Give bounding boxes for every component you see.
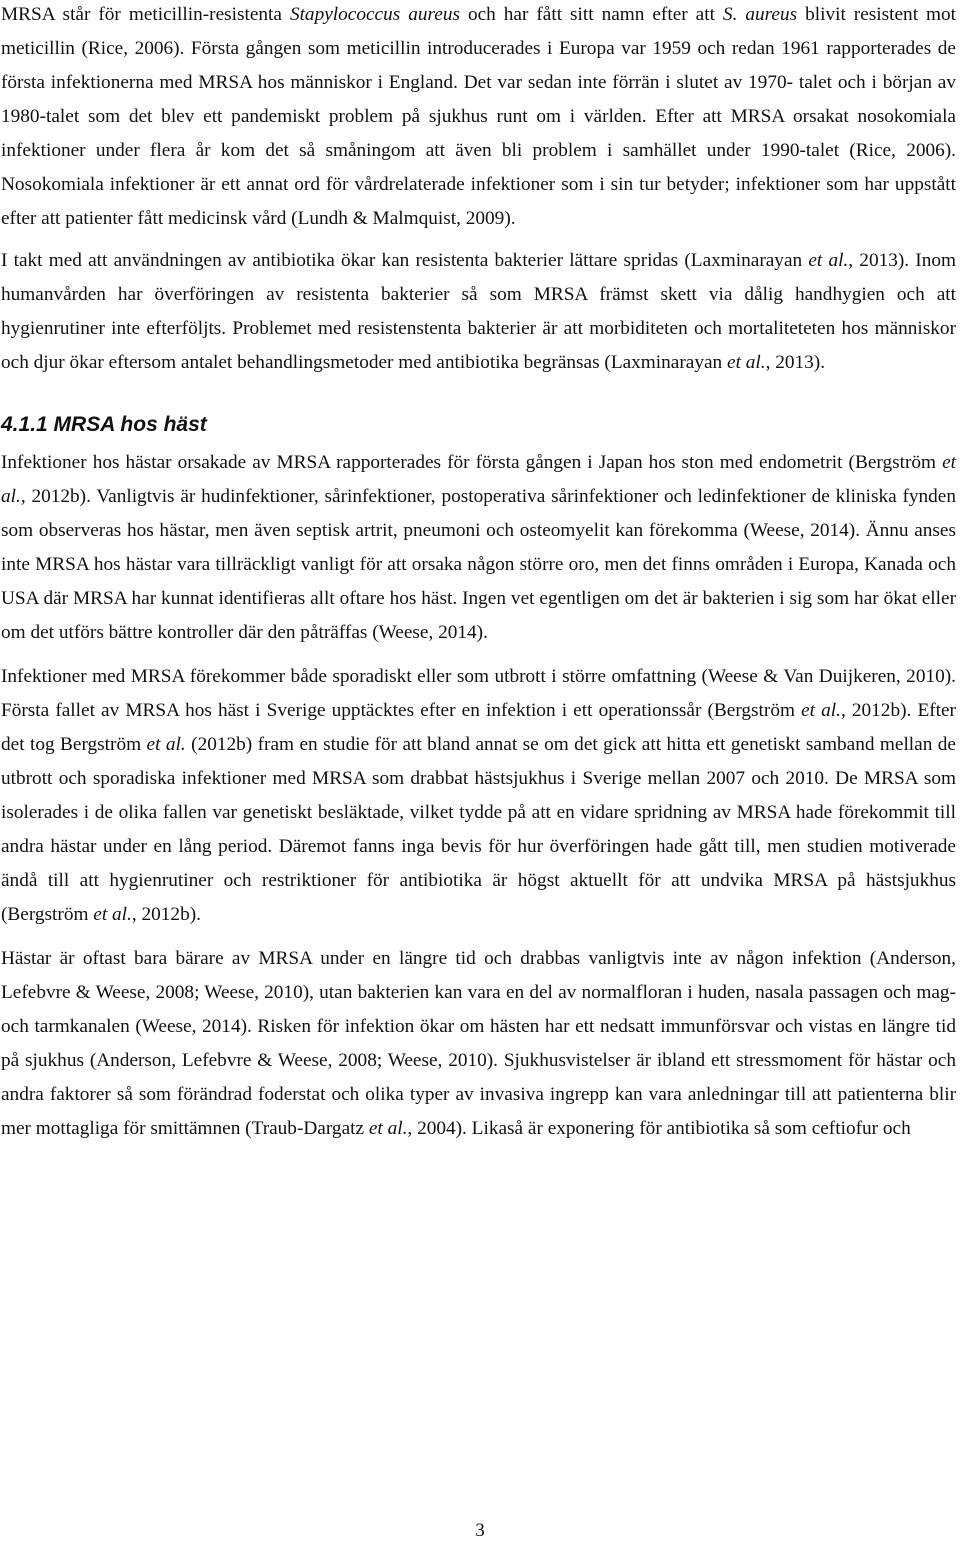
text-segment: och har fått sitt namn efter att [459, 4, 723, 25]
text-segment: Infektioner med MRSA förekommer både sporadiskt eller som utbrott i större omfattning (Weese & Van Duijkeren, 2010). Första fallet av MRSA hos häst i Sverige upptäcktes efter en infektion i ett operationssår (Bergström [1, 666, 956, 721]
text-segment: (2012b) fram en studie för att bland annat se om det gick att hitta ett genetiskt samband mellan de utbrott och sporadiska infektioner med MRSA som drabbat hästsjukhus i Sverige mellan 2007 och 2010. De MRSA som isolerades i de olika fallen var genetiskt besläktade, vilket tydde på att en vidare spridning av MRSA hade förekommit till andra hästar under en lång period. Däremot fanns inga bevis för hur överföringen hade gått till, men studien motiverade ändå till att hygienrutiner och restriktioner för antibiotika är högst aktuellt för att undvika MRSA på hästsjukhus (Bergström [1, 734, 956, 925]
italic-et-al: et al. [1, 452, 956, 507]
page-number: 3 [475, 1520, 485, 1541]
text-segment: , 2013). Inom humanvården har överföringen av resistenta bakterier så som MRSA främst skett via dålig handhygien och att hygienrutiner inte efterföljts. Problemet med resistenstenta bakterier är att morbiditeten och mortaliteteten hos människor och djur ökar eftersom antalet behandlingsmetoder med antibiotika begränsas (Laxminarayan [1, 250, 956, 373]
paragraph-mrsa-intro [1, 0, 956, 236]
italic-et-al: et al. [93, 904, 132, 925]
italic-et-al: et al. [368, 1118, 408, 1139]
text-segment: , 2012b). Efter det tog Bergström [1, 700, 956, 755]
italic-et-al: et al. [801, 700, 841, 721]
text-segment: , 2012b). [131, 904, 201, 925]
paragraph-antibiotic-use [1, 244, 956, 380]
text-segment: Infektioner hos hästar orsakade av MRSA rapporterades för första gången i Japan hos ston med endometrit (Bergström [1, 452, 943, 473]
italic-et-al: et al. [808, 250, 849, 271]
text-segment: I takt med att användningen av antibiotika ökar kan resistenta bakterier lättare spridas (Laxminarayan [1, 250, 809, 271]
italic-species-name: S. aureus [722, 4, 798, 25]
text-segment: , 2004). Likaså är exponering för antibiotika så som ceftiofur och [407, 1118, 911, 1139]
text-segment: MRSA står för meticillin-resistenta [1, 4, 290, 25]
paragraph-carriers [1, 942, 956, 1146]
paragraph-horse-infections [1, 446, 956, 650]
text-segment: , 2012b). Vanligtvis är hudinfektioner, sårinfektioner, postoperativa sårinfektioner och ledinfektioner de kliniska fynden som observeras hos hästar, men även septisk artrit, pneumoni och osteomyelit kan förekomma (Weese, 2014). Ännu anses inte MRSA hos hästar vara tillräckligt vanligt för att orsaka någon större oro, men det finns områden i Europa, Kanada och USA där MRSA har kunnat identifieras allt oftare hos häst. Ingen vet egentligen om det är bakterien i sig som har ökat eller om det utförs bättre kontroller där den påträffas (Weese, 2014). [1, 486, 956, 643]
page-content [1, 0, 956, 1146]
italic-et-al: et al. [727, 352, 766, 373]
section-heading: 4.1.1 MRSA hos häst [1, 413, 207, 436]
italic-species-name: Stapylococcus aureus [289, 4, 460, 25]
text-segment: blivit resistent mot meticillin (Rice, 2006). Första gången som meticillin introducerades i Europa var 1959 och redan 1961 rapporterades de första infektionerna med MRSA hos människor i England. Det var sedan inte förrän i slutet av 1970- talet och i början av 1980-talet som det blev ett pandemiskt problem på sjukhus runt om i världen. Efter att MRSA orsakat nosokomiala infektioner under flera år kom det så småningom att även bli problem i samhället under 1990-talet (Rice, 2006). Nosokomiala infektioner är ett annat ord för vårdrelaterade infektioner som i sin tur betyder; infektioner som har uppstått efter att patienter fått medicinsk vård (Lundh & Malmquist, 2009). [1, 4, 957, 229]
text-segment: , 2013). [765, 352, 826, 373]
paragraph-outbreaks [1, 660, 956, 932]
italic-et-al: et al. [146, 734, 186, 755]
text-segment: Hästar är oftast bara bärare av MRSA under en längre tid och drabbas vanligtvis inte av någon infektion (Anderson, Lefebvre & Weese, 2008; Weese, 2010), utan bakterien kan vara en del av normalfloran i huden, nasala passagen och mag- och tarmkanalen (Weese, 2014). Risken för infektion ökar om hästen har ett nedsatt immunförsvar och vistas en längre tid på sjukhus (Anderson, Lefebvre & Weese, 2008; Weese, 2010). Sjukhusvistelser är ibland ett stressmoment för hästar och andra faktorer så som förändrad foderstat och olika typer av invasiva ingrepp kan vara anledningar till att patienterna blir mer mottagliga för smittämnen (Traub-Dargatz [1, 948, 956, 1139]
